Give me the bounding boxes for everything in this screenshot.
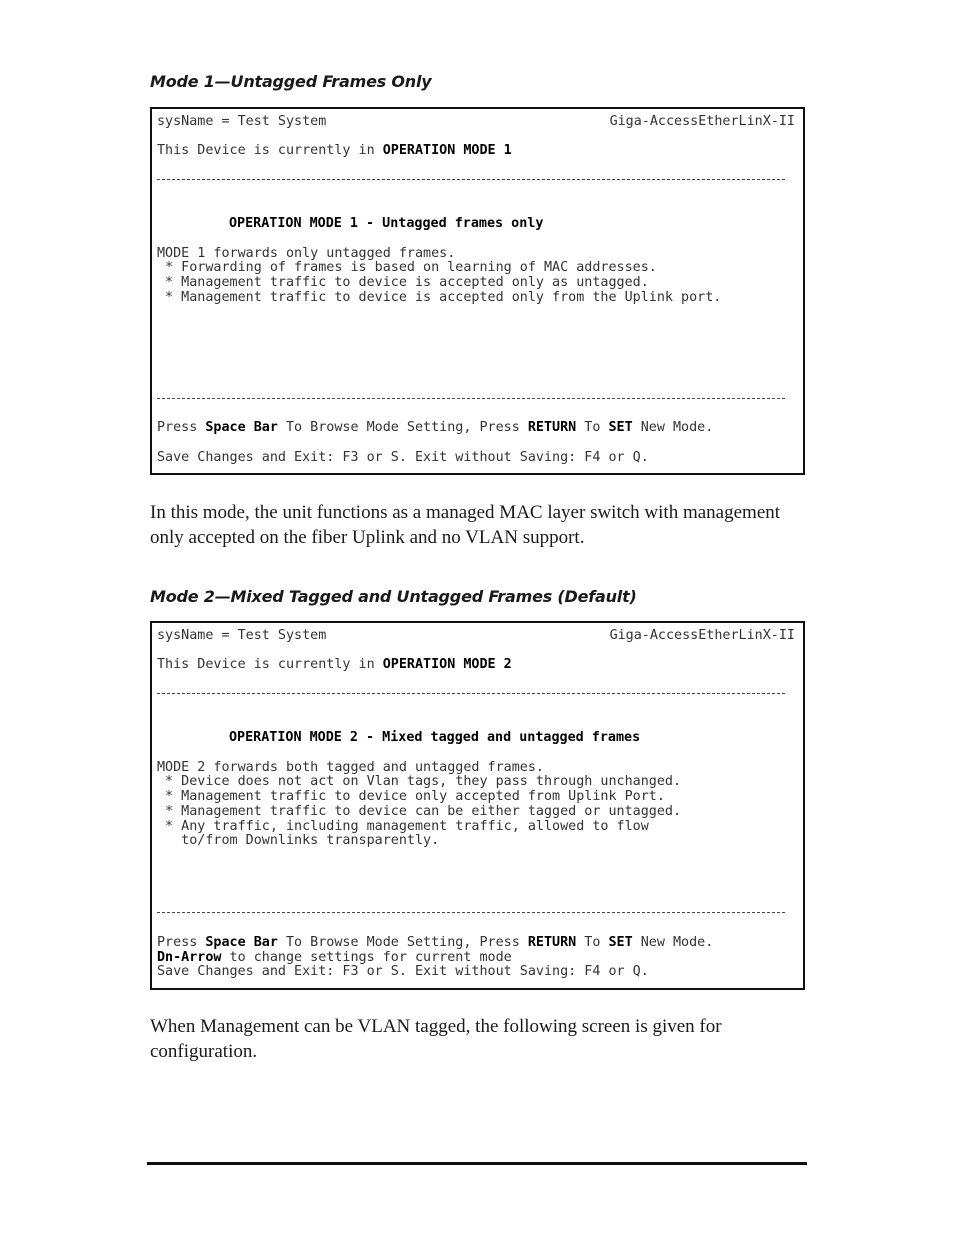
mode2-desc-line: to/from Downlinks transparently. — [157, 833, 440, 848]
mode1-return-key: RETURN — [527, 420, 577, 435]
mode2-dn-arrow-text: to change settings for current mode — [221, 950, 512, 965]
mode2-desc-line: * Management traffic to device only accepted from Uplink Port. — [157, 789, 665, 804]
mode1-status-line — [157, 143, 512, 158]
mode2-desc-line: * Any traffic, including management traffic, allowed to flow — [157, 819, 649, 834]
mode2-set-key: SET — [608, 935, 633, 950]
mode2-press-text: Press — [157, 935, 206, 950]
mode2-terminal-screen — [150, 621, 805, 990]
mode1-press-text: New Mode. — [632, 420, 714, 435]
mode2-desc-line: MODE 2 forwards both tagged and untagged frames. — [157, 760, 544, 775]
mode1-space-bar-key: Space Bar — [205, 420, 278, 435]
mode1-press-text: Press — [157, 420, 206, 435]
footer-rule — [147, 1162, 807, 1165]
mode1-sysname: sysName = Test System — [157, 114, 327, 129]
mode1-status-mode: OPERATION MODE 1 — [382, 143, 512, 158]
mode2-divider-top — [157, 693, 785, 694]
mode1-terminal-screen — [150, 107, 805, 475]
mode1-set-key: SET — [608, 420, 633, 435]
mode2-dn-arrow-key: Dn-Arrow — [157, 950, 222, 965]
mode2-status-prefix: This Device is currently in — [157, 657, 383, 672]
mode2-dn-arrow-line — [157, 950, 512, 965]
mode1-divider-bottom — [157, 398, 785, 399]
mode1-desc-line: * Forwarding of frames is based on learning of MAC addresses. — [157, 260, 657, 275]
mode1-desc-line: * Management traffic to device is accepted only from the Uplink port. — [157, 290, 722, 305]
mode1-desc-line: MODE 1 forwards only untagged frames. — [157, 246, 456, 261]
mode1-status-prefix: This Device is currently in — [157, 143, 383, 158]
mode2-save-line: Save Changes and Exit: F3 or S. Exit without Saving: F4 or Q. — [157, 964, 649, 979]
mode2-paragraph: When Management can be VLAN tagged, the following screen is given for configuration. — [150, 1016, 722, 1062]
mode1-press-text: To — [576, 420, 609, 435]
mode1-divider-top — [157, 179, 785, 180]
mode2-press-text: To — [576, 935, 609, 950]
mode2-status-mode: OPERATION MODE 2 — [382, 657, 512, 672]
mode2-press-text: To Browse Mode Setting, Press — [277, 935, 528, 950]
mode2-status-line — [157, 657, 512, 672]
mode1-heading: Mode 1—Untagged Frames Only — [150, 72, 432, 91]
mode2-sysname: sysName = Test System — [157, 628, 327, 643]
mode1-device-name: Giga-AccessEtherLinX-II — [609, 114, 795, 129]
mode2-desc-line: * Management traffic to device can be either tagged or untagged. — [157, 804, 682, 819]
mode2-divider-bottom — [157, 912, 785, 913]
mode2-desc-line: * Device does not act on Vlan tags, they pass through unchanged. — [157, 774, 682, 789]
mode2-heading: Mode 2—Mixed Tagged and Untagged Frames (Default) — [150, 587, 637, 606]
mode1-save-line: Save Changes and Exit: F3 or S. Exit without Saving: F4 or Q. — [157, 450, 649, 465]
mode2-device-name: Giga-AccessEtherLinX-II — [609, 628, 795, 643]
mode2-return-key: RETURN — [527, 935, 577, 950]
mode2-mode-title: OPERATION MODE 2 - Mixed tagged and untagged frames — [229, 730, 641, 745]
mode2-press-line — [157, 935, 713, 950]
mode2-space-bar-key: Space Bar — [205, 935, 278, 950]
mode1-press-text: To Browse Mode Setting, Press — [277, 420, 528, 435]
mode1-desc-line: * Management traffic to device is accepted only as untagged. — [157, 275, 649, 290]
mode1-press-line — [157, 420, 713, 435]
mode2-press-text: New Mode. — [632, 935, 714, 950]
mode1-mode-title: OPERATION MODE 1 - Untagged frames only — [229, 216, 544, 231]
mode1-paragraph: In this mode, the unit functions as a managed MAC layer switch with management only accepted on the fiber Uplink and no VLAN support. — [150, 502, 781, 548]
